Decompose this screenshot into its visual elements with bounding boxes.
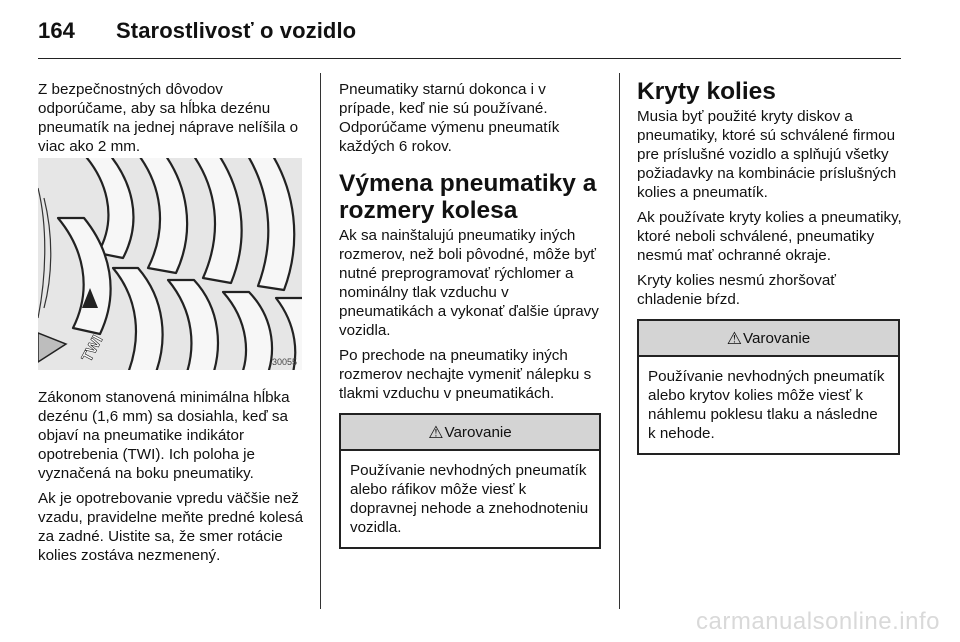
section-heading: Výmena pneumatiky a rozmery kolesa <box>339 170 597 224</box>
paragraph: Ak používate kryty kolies a pneumatiky, ktoré neboli schválené, pneumatiky nesmú mať ochranné okraje. <box>637 209 902 264</box>
page-title: Starostlivosť o vozidlo <box>116 18 357 43</box>
paragraph: Kryty kolies nesmú zhoršovať chladenie bŕzd. <box>637 272 836 308</box>
warning-triangle-icon: ⚠ <box>428 422 444 442</box>
paragraph: Z bezpečnostných dôvodov odporúčame, aby sa hĺbka dezénu pneumatík na jednej náprave nelíšila o viac ako 2 mm. <box>38 81 299 155</box>
warning-text: Používanie nevhodných pneumatík alebo krytov kolies môže viesť k náhlemu poklesu tlaku a následne k nehode. <box>648 368 885 442</box>
warning-triangle-icon: ⚠ <box>726 328 742 348</box>
column-1 <box>38 80 306 162</box>
warning-title: Varovanie <box>444 423 512 441</box>
column-divider <box>320 73 321 609</box>
column-1-lower <box>38 388 308 571</box>
paragraph: Ak sa nainštalujú pneumatiky iných rozmerov, než boli pôvodné, môže byť nutné preprogramovať rýchlomer a nominálny tlak vzduchu v pneumatikách a vykonať ďalšie úpravy vozidla. <box>339 227 599 339</box>
paragraph: Musia byť použité kryty diskov a pneumatiky, ktoré sú schválené firmou pre príslušné vozidlo a splňujú všetky požiadavky na kombinácie príslušných kolies a pneumatík. <box>637 108 897 201</box>
column-3 <box>637 78 903 455</box>
section-heading: Kryty kolies <box>637 78 776 105</box>
warning-text: Používanie nevhodných pneumatík alebo ráfikov môže viesť k dopravnej nehode a znehodnoteniu vozidla. <box>350 462 589 536</box>
paragraph: Po prechode na pneumatiky iných rozmerov nechajte vymeniť nálepku s tlakmi vzduchu v pneumatikách. <box>339 347 592 402</box>
warning-box <box>339 413 601 549</box>
watermark: carmanualsonline.info <box>696 608 940 635</box>
tire-tread-illustration <box>38 158 302 370</box>
paragraph: Ak je opotrebovanie vpredu väčšie než vzadu, pravidelne meňte predné kolesá za zadné. Uistite sa, že smer rotácie kolies zostáva nezmenený. <box>38 490 304 564</box>
page-number: 164 <box>38 18 76 43</box>
page-header <box>38 18 356 44</box>
paragraph: Pneumatiky starnú dokonca i v prípade, keď nie sú používané. Odporúčame výmenu pneumatík každých 6 rokov. <box>339 81 560 155</box>
figure-number: 30055 <box>272 357 298 367</box>
warning-header <box>639 321 898 357</box>
tire-tread-figure <box>38 158 302 370</box>
warning-box <box>637 319 900 455</box>
paragraph: Zákonom stanovená minimálna hĺbka dezénu (1,6 mm) sa dosiahla, keď sa objaví na pneumatike indikátor opotrebenia (TWI). Ich poloha je vyznačená na boku pneumatiky. <box>38 389 290 482</box>
column-divider <box>619 73 620 609</box>
column-2 <box>339 80 604 549</box>
warning-header <box>341 415 599 451</box>
header-rule <box>38 58 901 59</box>
twi-label: TWI <box>78 332 107 365</box>
warning-title: Varovanie <box>742 329 811 347</box>
